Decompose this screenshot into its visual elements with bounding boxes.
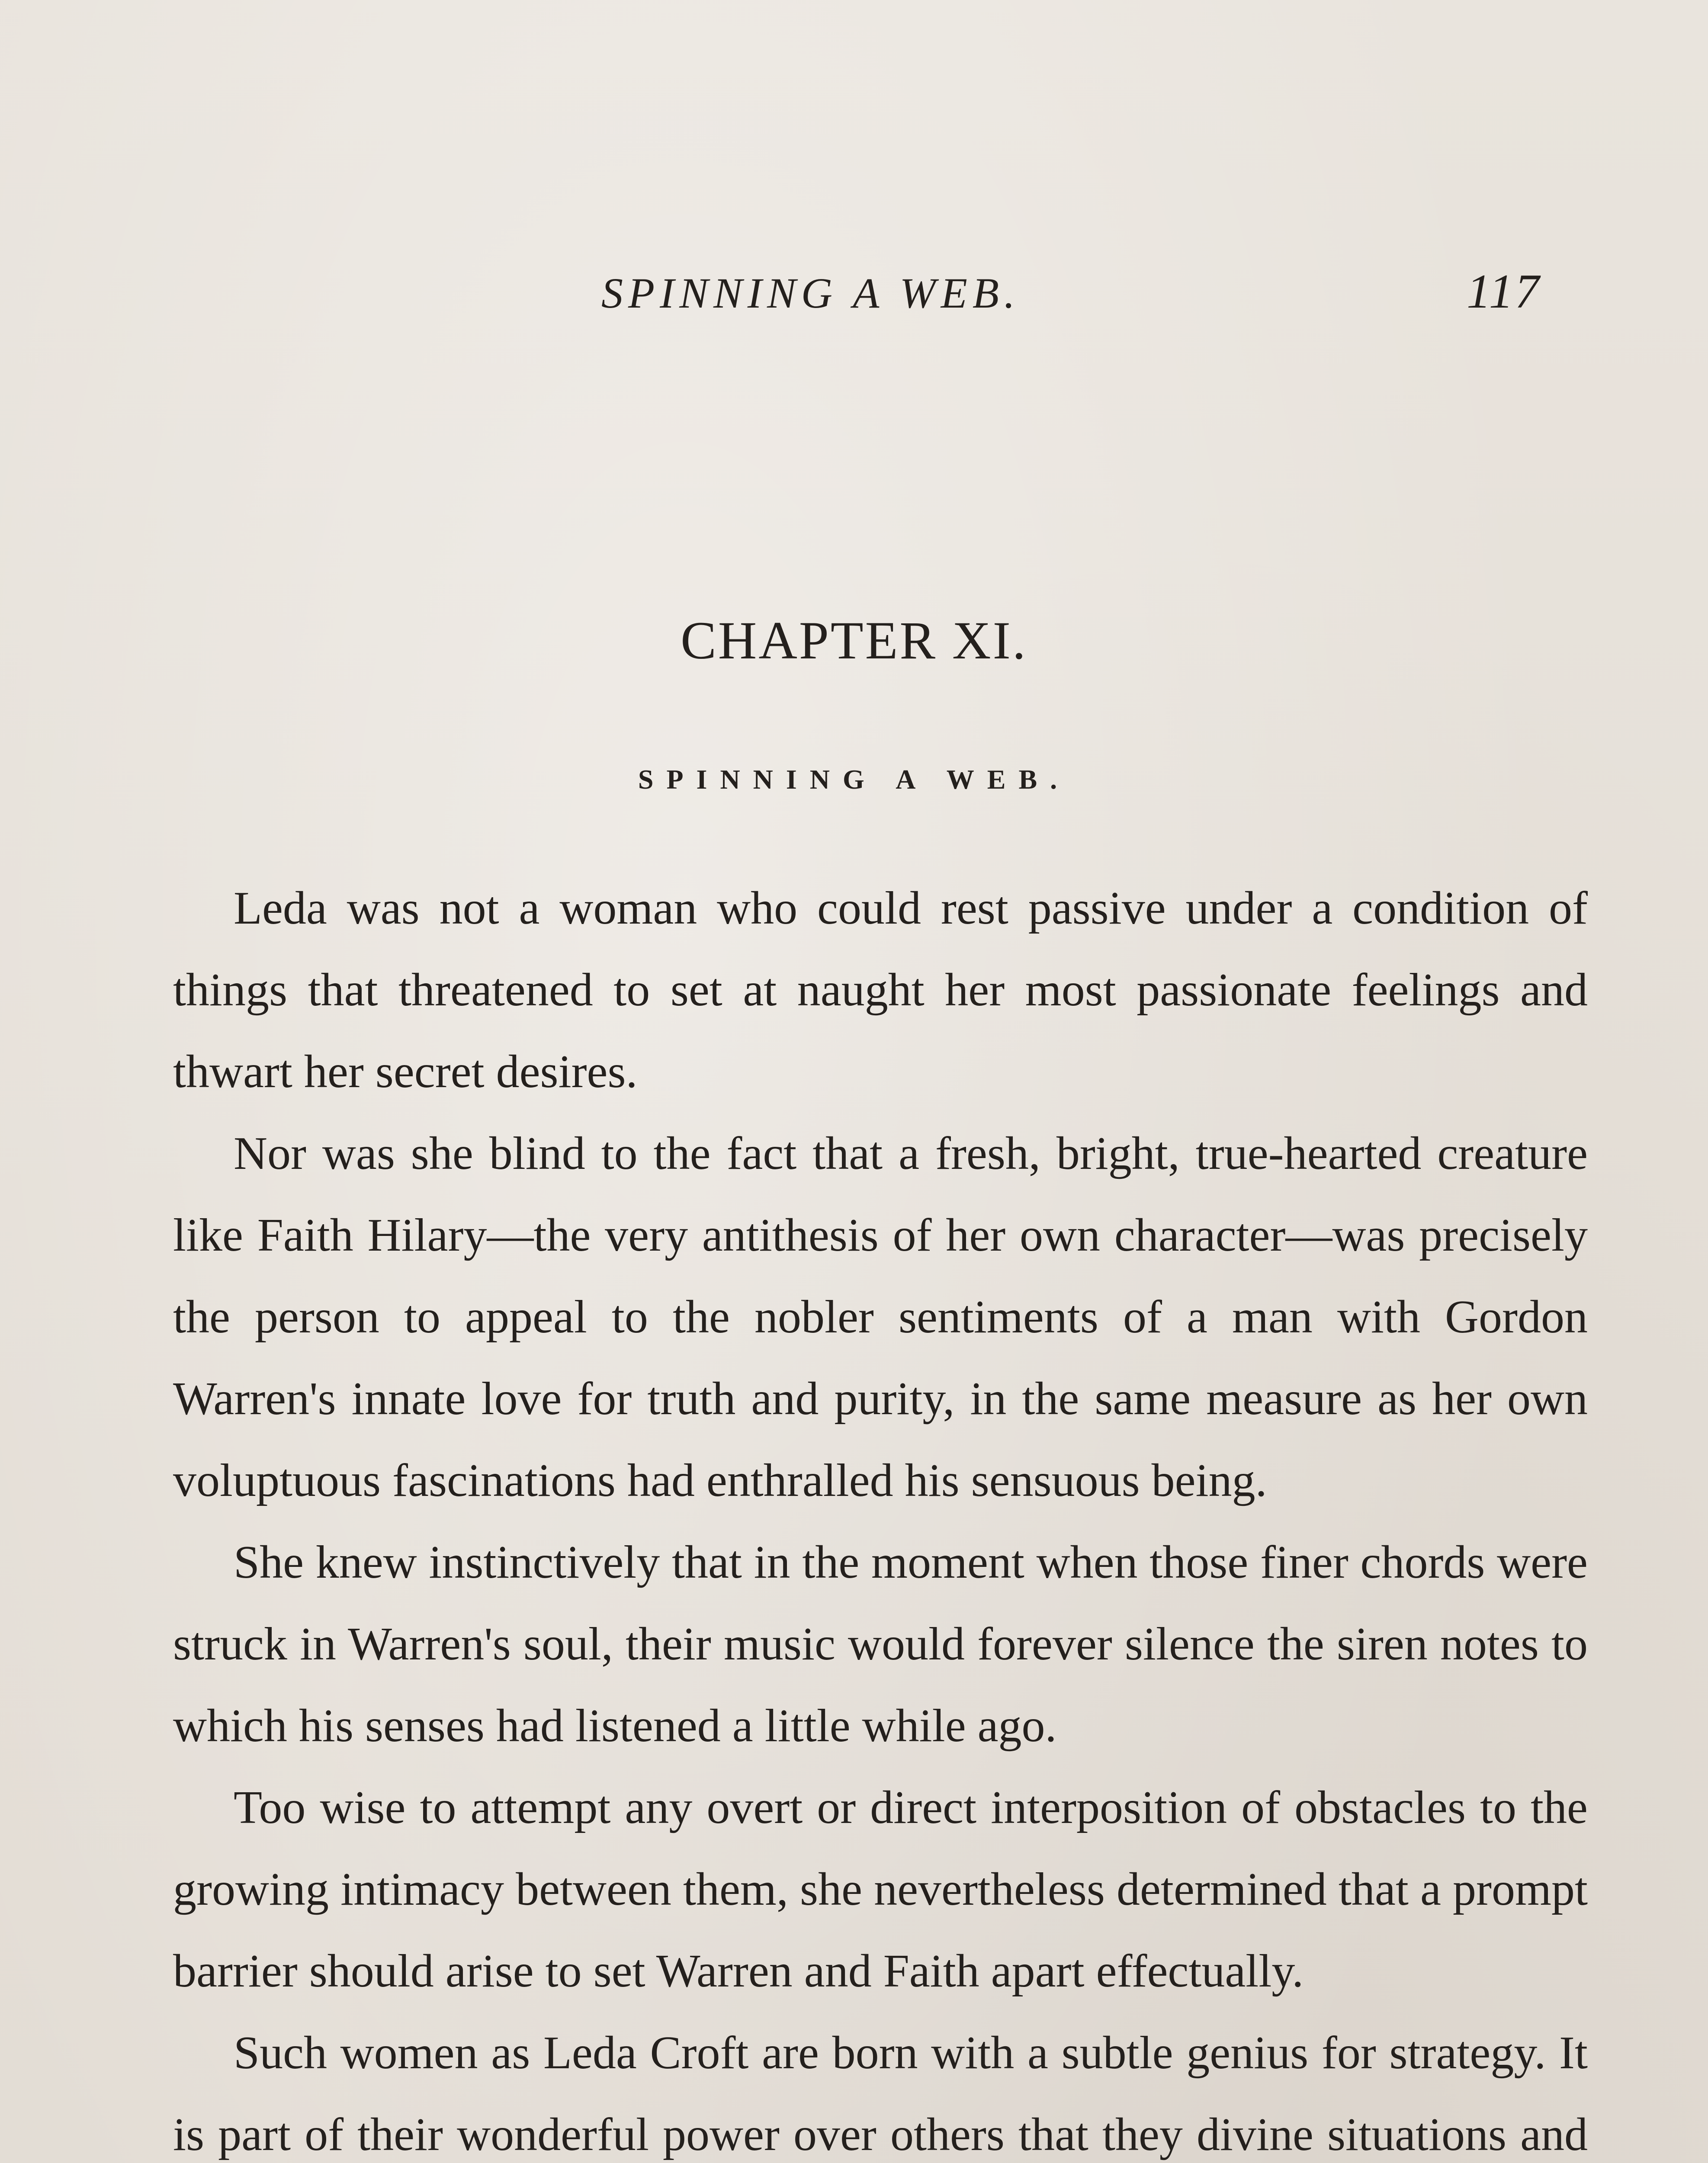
running-title: SPINNING A WEB. — [601, 269, 1020, 317]
paragraph: Too wise to attempt any overt or direct interposition of obstacles to the growing intimacy between them, she nevertheless determined that a prompt barrier should arise to set Warren and Faith apart effectually. — [173, 1782, 1588, 1997]
page-number: 117 — [1467, 265, 1541, 318]
paragraph: Such women as Leda Croft are born with a subtle genius for strategy. It is part of their wonderful power over others that they divine situations and — [173, 2027, 1588, 2160]
show-through — [182, 372, 1609, 420]
paragraph: She knew instinctively that in the moment when those finer chords were struck in Warren's soul, their music would forever silence the siren notes to which his senses had listened a little while ago. — [173, 1537, 1588, 1752]
chapter-heading: CHAPTER XI. — [681, 611, 1027, 670]
paragraph: Leda was not a woman who could rest passive under a condition of things that threatened to set at naught her most passionate feelings and thwart her secret desires. — [173, 883, 1588, 1098]
chapter-subtitle: SPINNING A WEB. — [638, 764, 1070, 795]
body-text — [173, 867, 1588, 2163]
paragraph: Nor was she blind to the fact that a fresh, bright, true-hearted creature like Faith Hilary—the very antithesis of her own character—was precisely the person to appeal to the nobler sentiments of a man with Gordon Warren's innate love for truth and purity, in the same measure as her own voluptuous fascinations had enthralled his sensuous being. — [173, 1128, 1588, 1506]
